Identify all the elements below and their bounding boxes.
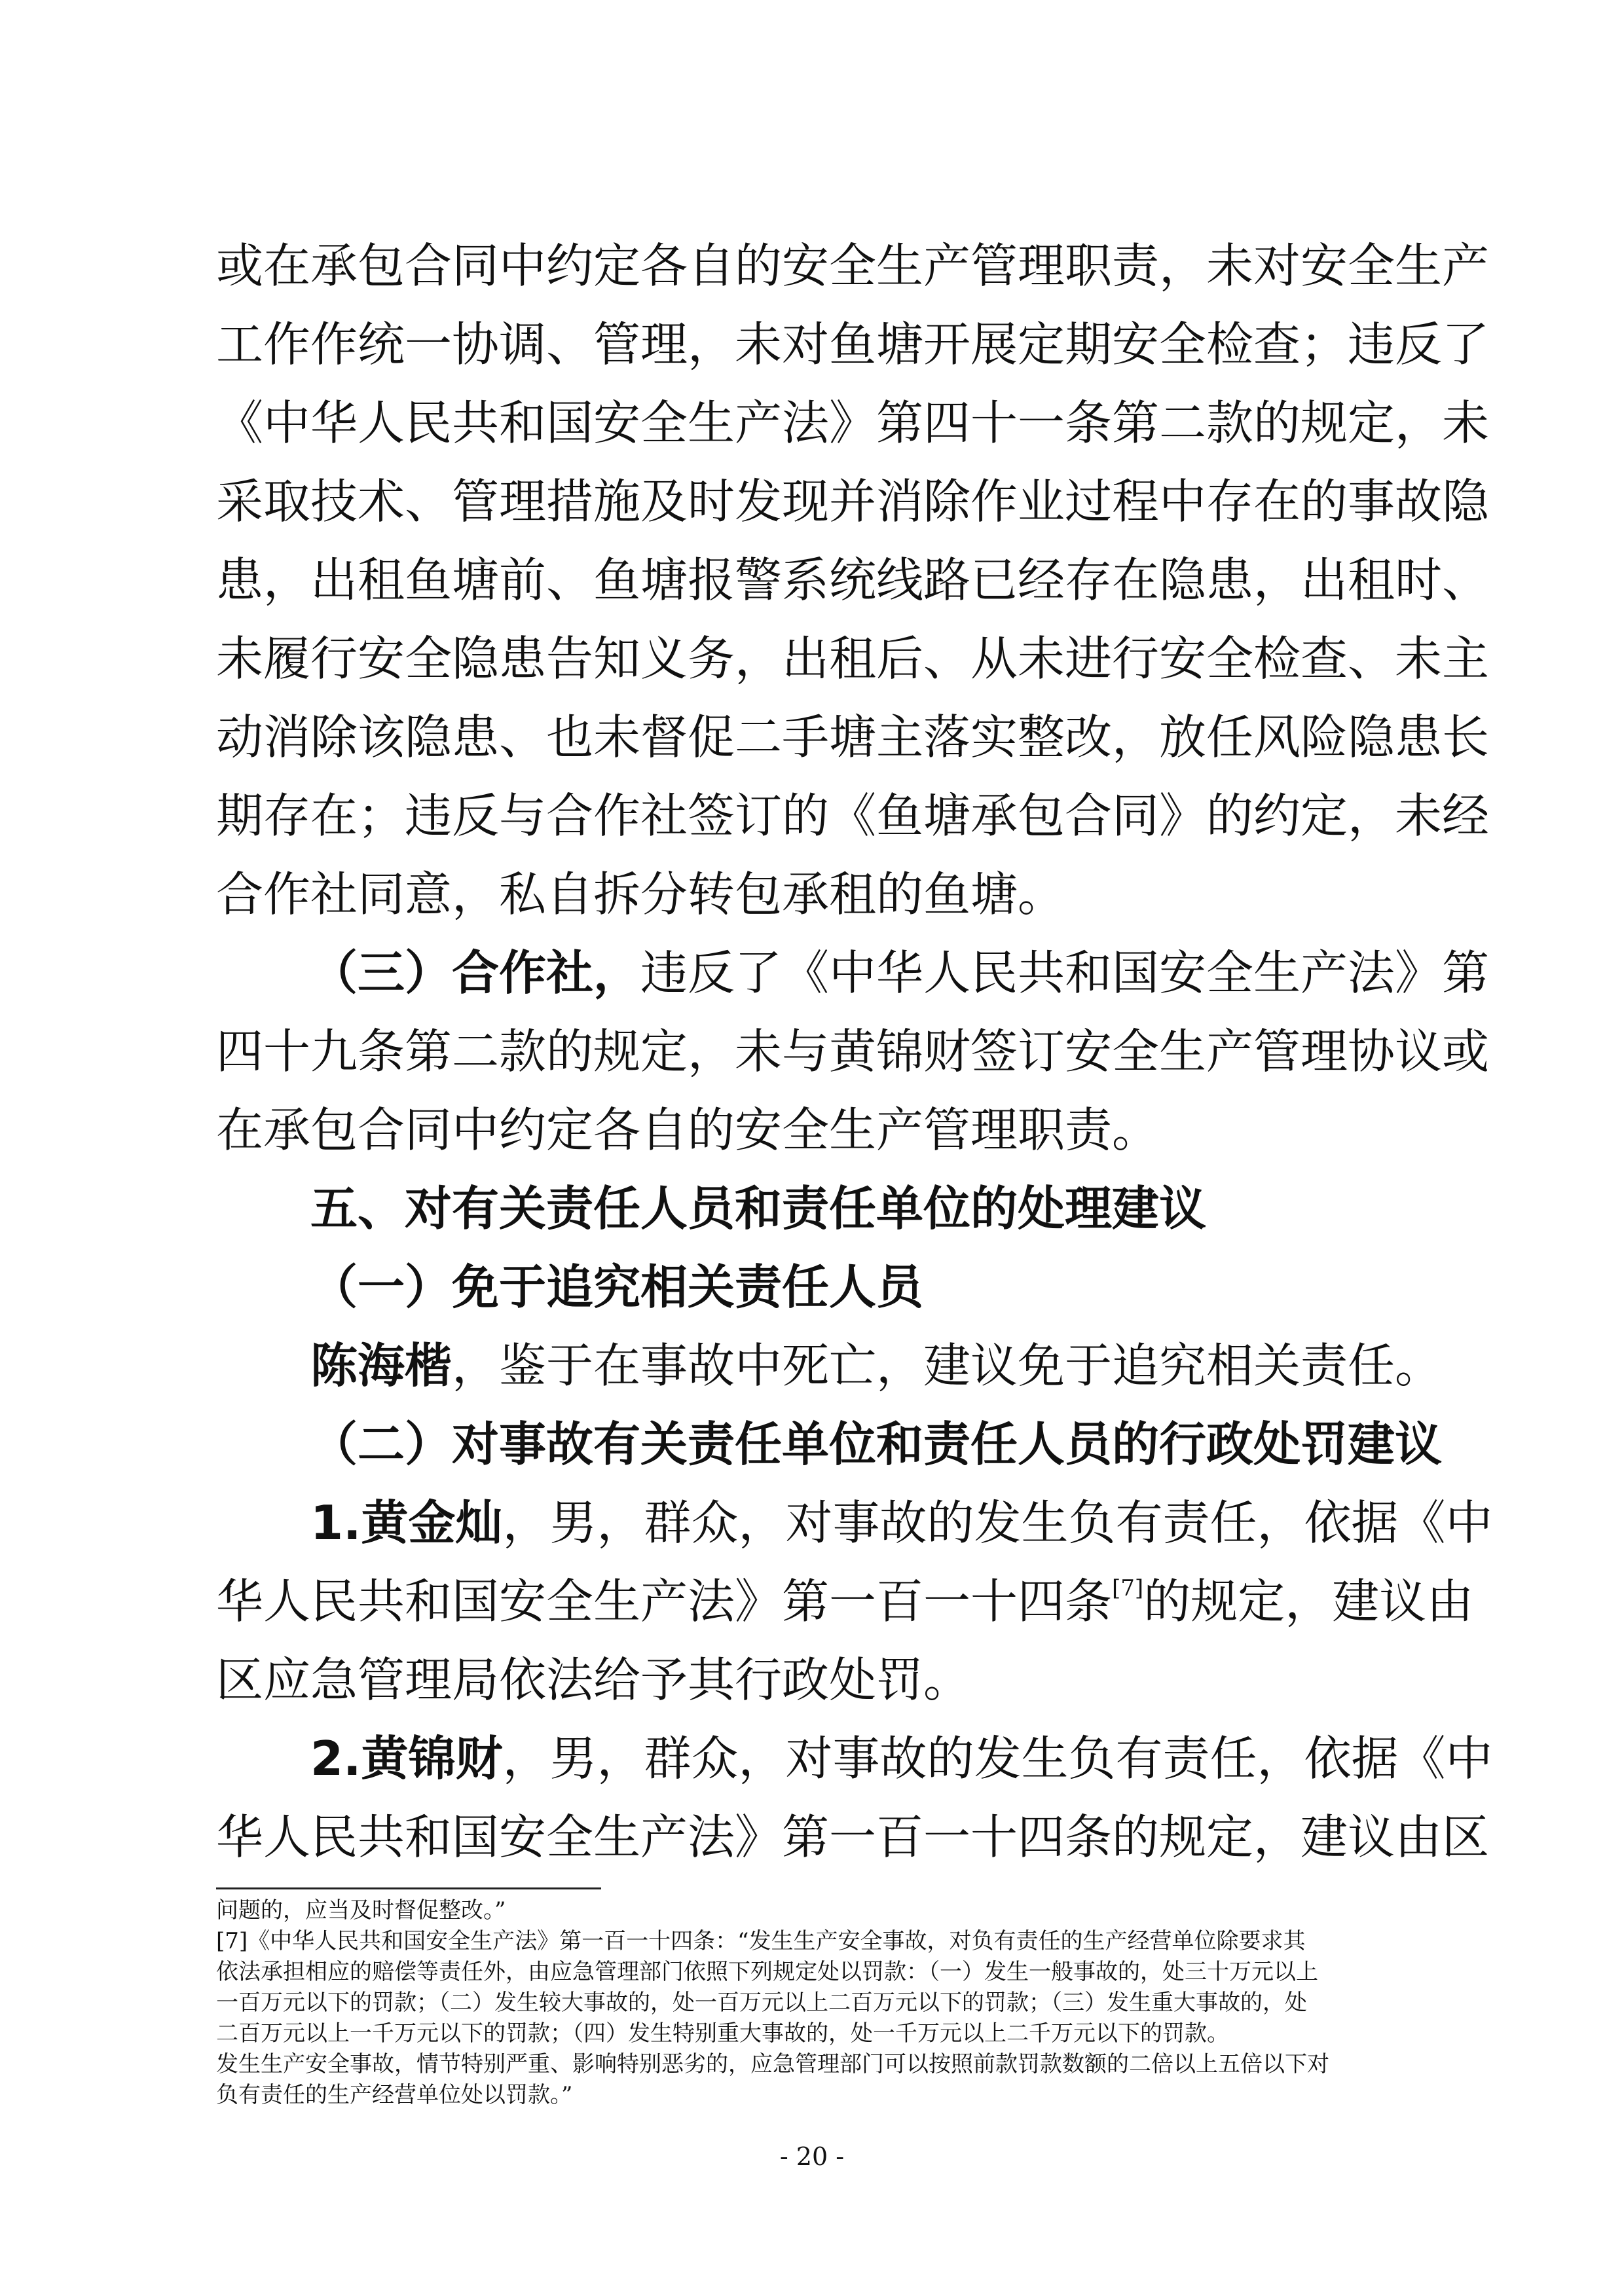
footnote-line: [7]《中华人民共和国安全生产法》第一百一十四条：“发生生产安全事故，对负有责任的生产经营单位除要求其 <box>216 1928 1306 1954</box>
coop-label: （三）合作社， <box>310 945 641 1000</box>
body-text <box>216 227 1493 1876</box>
person-name: 2.黄锦财 <box>310 1731 503 1786</box>
footnotes <box>216 1895 1395 2111</box>
body-line: 采取技术、管理措施及时发现并消除作业过程中存在的事故隐 <box>216 474 1490 529</box>
footnote-reference: [7] <box>1112 1575 1144 1601</box>
subsection-heading: （二）对事故有关责任单位和责任人员的行政处罚建议 <box>310 1417 1443 1472</box>
body-line: 期存在；违反与合作社签订的《鱼塘承包合同》的约定，未经 <box>216 788 1490 843</box>
footnote-line: 二百万元以上一千万元以下的罚款；（四）发生特别重大事故的，处一千万元以上二千万元以下的罚款。 <box>216 2020 1229 2047</box>
person-name: 陈海楷 <box>310 1338 452 1393</box>
item1-text: ，男，群众，对事故的发生负有责任，依据《中 <box>502 1495 1493 1550</box>
item2-text: ，男，群众，对事故的发生负有责任，依据《中 <box>502 1731 1493 1786</box>
footnote-line: 发生生产安全事故，情节特别严重、影响特别恶劣的，应急管理部门可以按照前款罚款数额的二倍以上五倍以下对 <box>216 2051 1329 2077</box>
footnote-line: 依法承担相应的赔偿等责任外，由应急管理部门依照下列规定处以罚款：（一）发生一般事故的，处三十万元以上 <box>216 1959 1318 1985</box>
page-number: - 20 - <box>779 2142 845 2171</box>
body-line: 患，出租鱼塘前、鱼塘报警系统线路已经存在隐患，出租时、 <box>216 553 1490 608</box>
body-line: 或在承包合同中约定各自的安全生产管理职责，未对安全生产 <box>216 238 1490 293</box>
item1-line <box>216 1562 1474 1641</box>
section-heading: 五、对有关责任人员和责任单位的处理建议 <box>310 1181 1207 1236</box>
item1-line: 区应急管理局依法给予其行政处罚。 <box>216 1652 971 1707</box>
item1-text: 华人民共和国安全生产法》第一百一十四条 <box>216 1574 1113 1629</box>
body-line: 未履行安全隐患告知义务，出租后、从未进行安全检查、未主 <box>216 631 1490 686</box>
body-line: 动消除该隐患、也未督促二手塘主落实整改，放任风险隐患长 <box>216 710 1490 765</box>
footnote-line: 问题的，应当及时督促整改。” <box>216 1897 506 1923</box>
chen-text: ，鉴于在事故中死亡，建议免于追究相关责任。 <box>452 1338 1443 1393</box>
body-line: 《中华人民共和国安全生产法》第四十一条第二款的规定，未 <box>216 395 1490 450</box>
item1-line <box>216 1484 1493 1562</box>
subsection-heading: （一）免于追究相关责任人员 <box>310 1260 924 1315</box>
coop-paragraph-line: 四十九条第二款的规定，未与黄锦财签订安全生产管理协议或 <box>216 1024 1490 1079</box>
footnote-line: 负有责任的生产经营单位处以罚款。” <box>216 2082 573 2108</box>
body-line: 合作社同意，私自拆分转包承租的鱼塘。 <box>216 867 1065 922</box>
footnote-line: 一百万元以下的罚款；（二）发生较大事故的，处一百万元以上二百万元以下的罚款；（三）发生重大事故的，处 <box>216 1990 1307 2016</box>
person-name: 1.黄金灿 <box>310 1495 503 1550</box>
coop-paragraph-line: 在承包合同中约定各自的安全生产管理职责。 <box>216 1102 1160 1157</box>
coop-paragraph-line <box>216 934 1490 1012</box>
item1-text: 的规定，建议由 <box>1143 1574 1474 1629</box>
chen-paragraph <box>216 1326 1443 1405</box>
body-line: 工作作统一协调、管理，未对鱼塘开展定期安全检查；违反了 <box>216 317 1490 372</box>
item2-line: 华人民共和国安全生产法》第一百一十四条的规定，建议由区 <box>216 1810 1490 1865</box>
footnote-divider <box>216 1887 601 1889</box>
item2-line <box>216 1719 1493 1798</box>
coop-text: 违反了《中华人民共和国安全生产法》第 <box>640 945 1490 1000</box>
